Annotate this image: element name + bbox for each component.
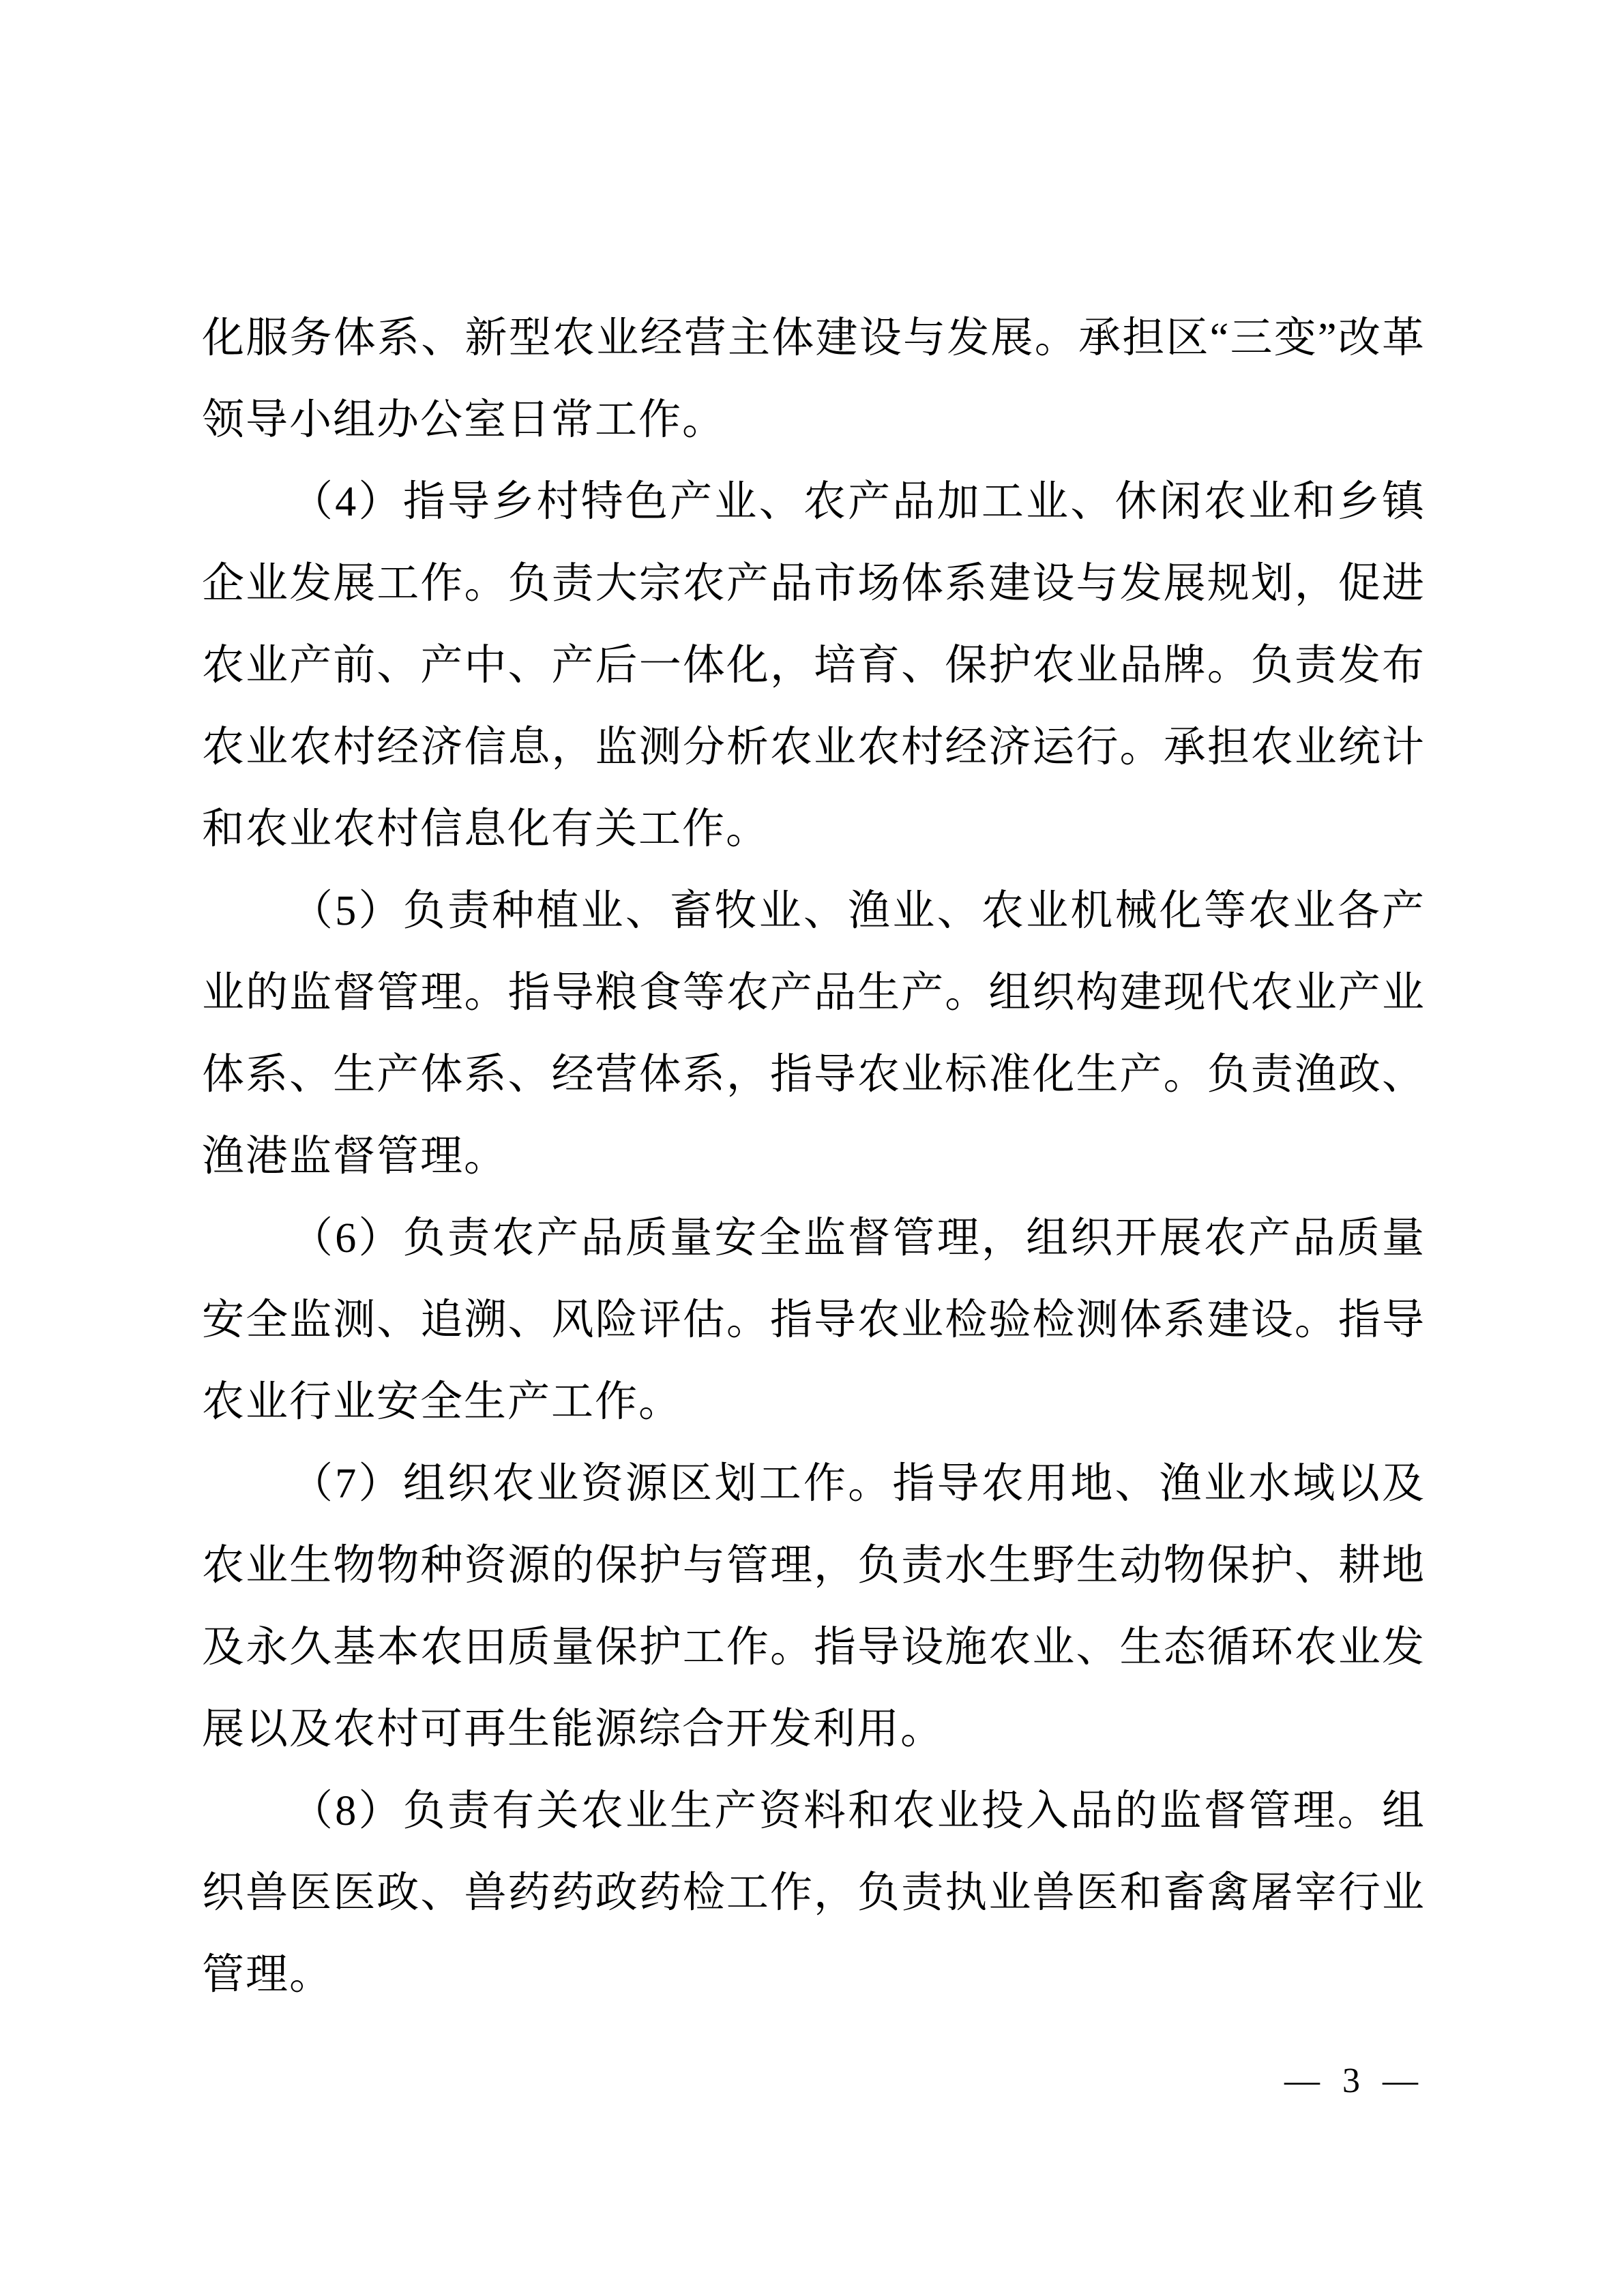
document-body	[202, 297, 1426, 2016]
paragraph-item-6: （6）负责农产品质量安全监督管理，组织开展农产品质量安全监测、追溯、风险评估。指导农业检验检测体系建设。指导农业行业安全生产工作。	[202, 1215, 1426, 1425]
paragraph-continuation: 化服务体系、新型农业经营主体建设与发展。承担区“三变”改革领导小组办公室日常工作。	[202, 315, 1426, 443]
paragraph-item-4: （4）指导乡村特色产业、农产品加工业、休闲农业和乡镇企业发展工作。负责大宗农产品市场体系建设与发展规划，促进农业产前、产中、产后一体化，培育、保护农业品牌。负责发布农业农村经济信息，监测分析农业农村经济运行。承担农业统计和农业农村信息化有关工作。	[202, 479, 1426, 852]
paragraph-item-5: （5）负责种植业、畜牧业、渔业、农业机械化等农业各产业的监督管理。指导粮食等农产品生产。组织构建现代农业产业体系、生产体系、经营体系，指导农业标准化生产。负责渔政、渔港监督管理。	[202, 888, 1426, 1180]
paragraph-item-8: （8）负责有关农业生产资料和农业投入品的监督管理。组织兽医医政、兽药药政药检工作，负责执业兽医和畜禽屠宰行业管理。	[202, 1788, 1426, 1998]
paragraph-item-7: （7）组织农业资源区划工作。指导农用地、渔业水域以及农业生物物种资源的保护与管理，负责水生野生动物保护、耕地及永久基本农田质量保护工作。指导设施农业、生态循环农业发展以及农村可再生能源综合开发利用。	[202, 1461, 1426, 1753]
page-number: — 3 —	[1284, 2061, 1425, 2100]
